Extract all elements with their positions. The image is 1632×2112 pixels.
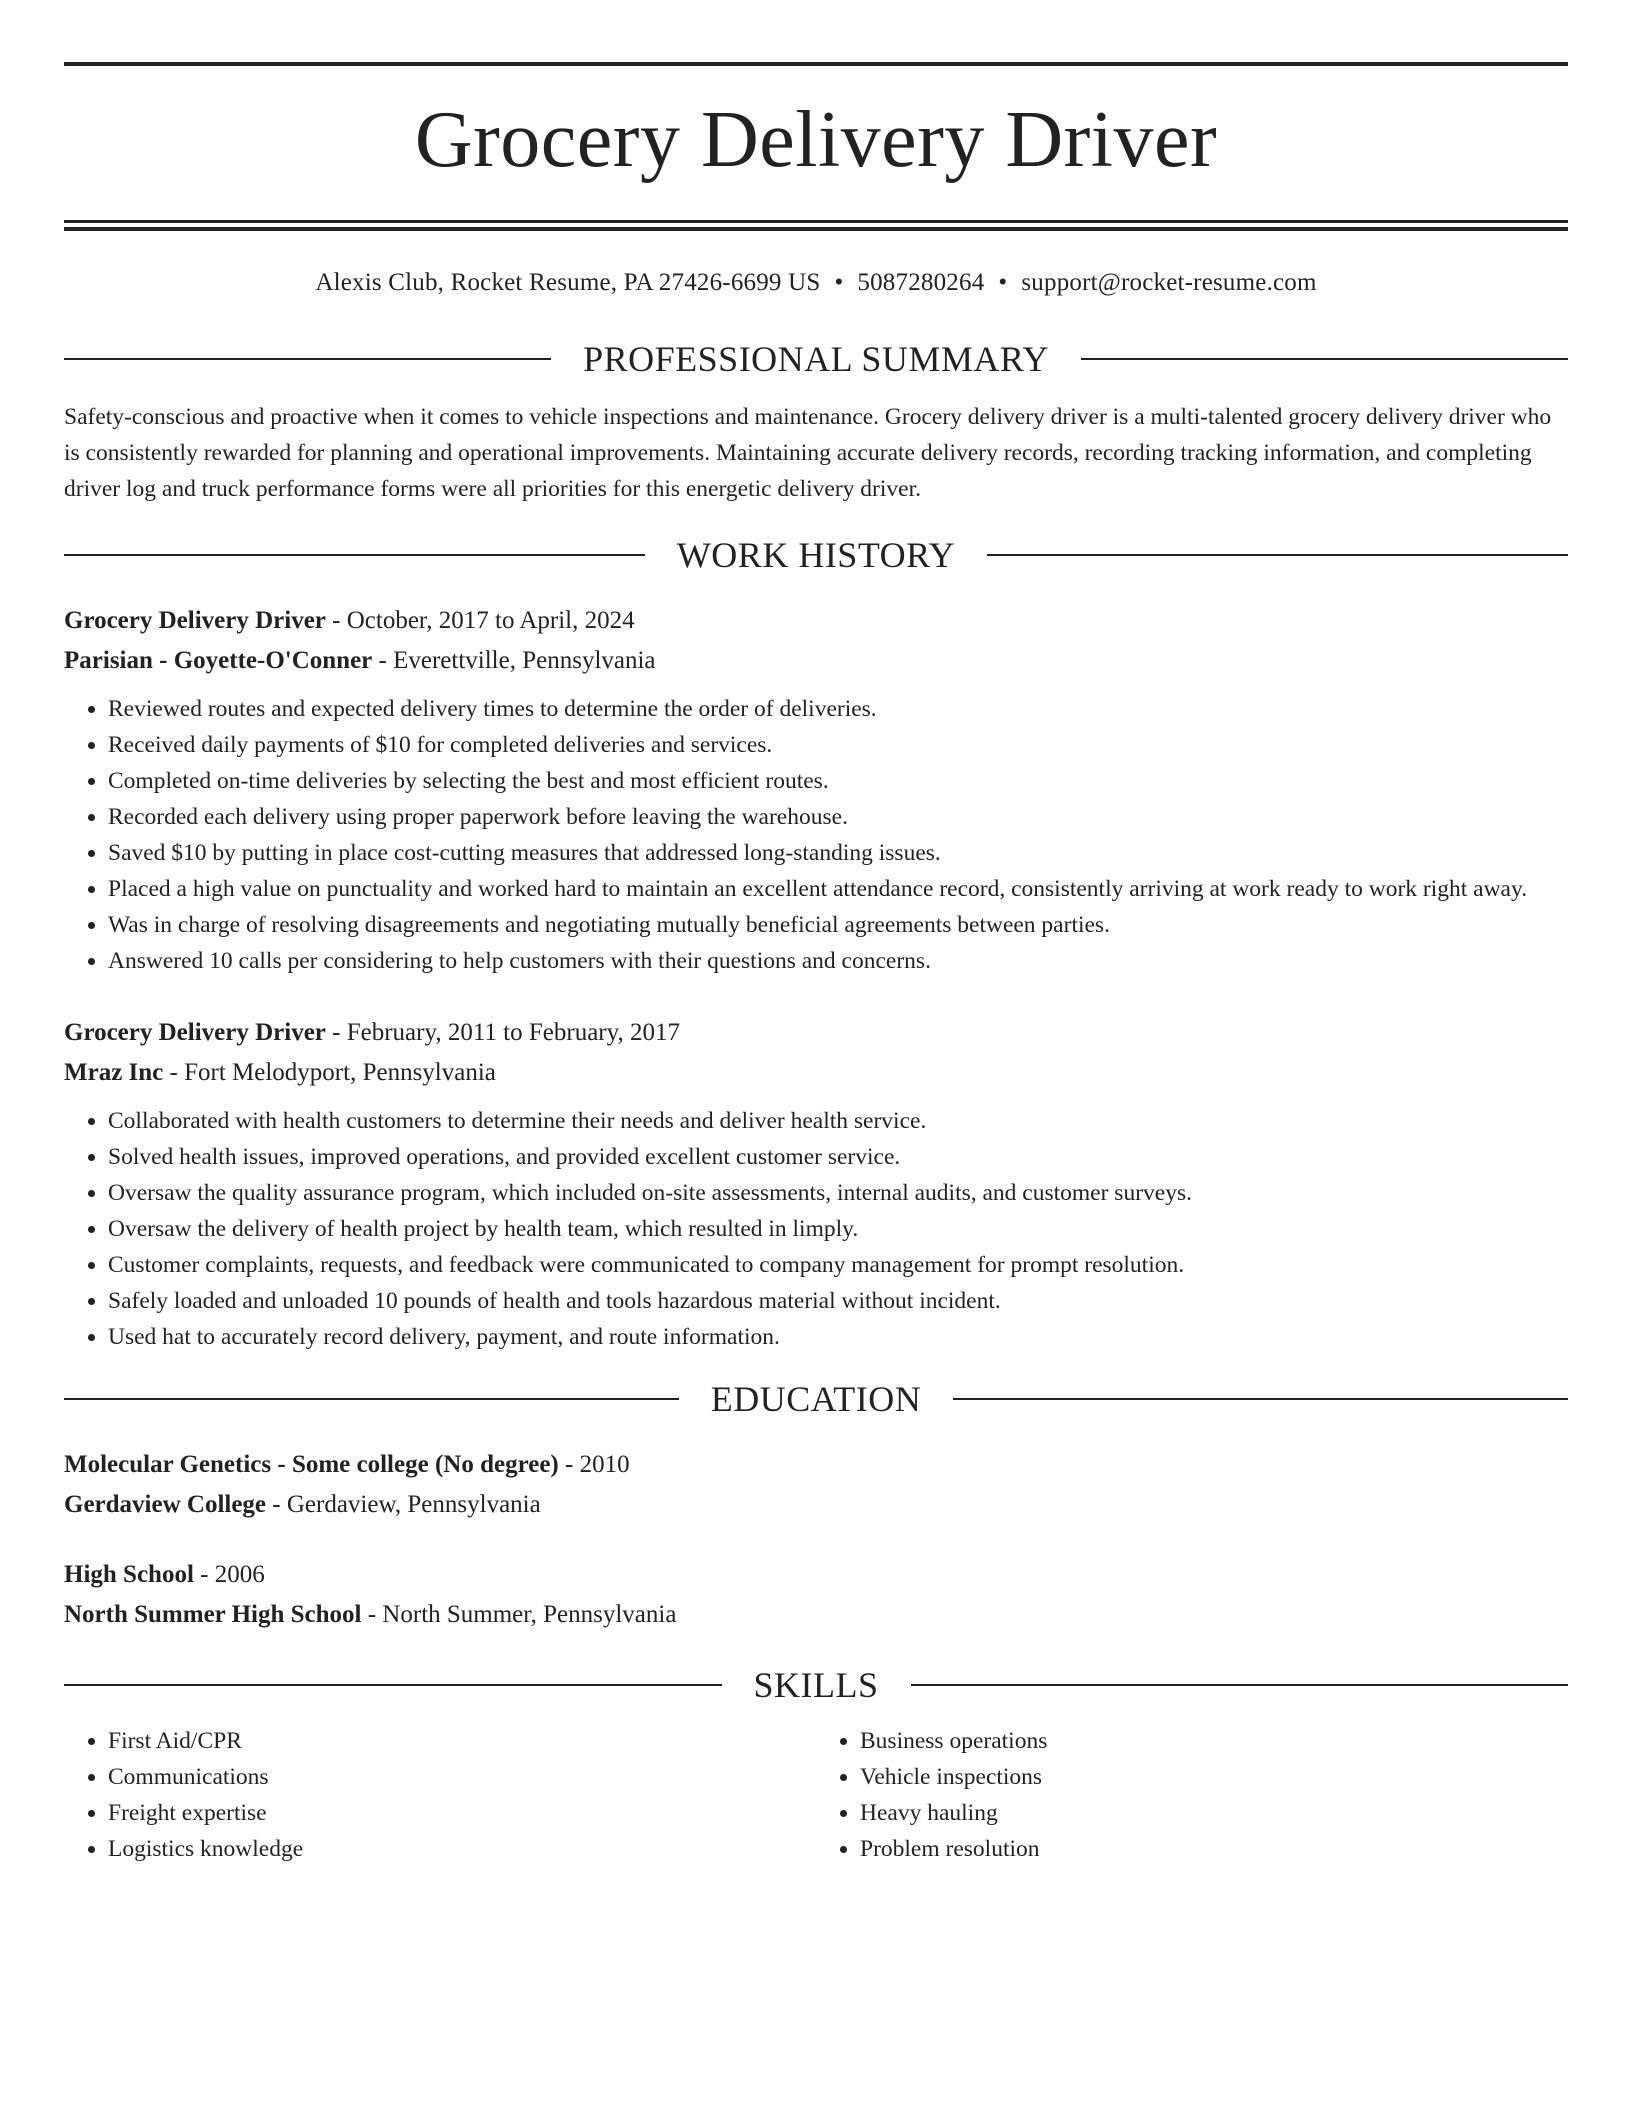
contact-separator: • — [834, 269, 844, 296]
section-rule — [1081, 358, 1568, 360]
summary-text: Safety-conscious and proactive when it comes to vehicle inspections and maintenance. Grocery delivery driver is a multi-talented grocery delivery driver who is consistently rewarded for planning and operational improvements. Maintaining accurate delivery records, recording tracking information, and completing driver log and truck performance forms were all priorities for this energetic delivery driver. — [64, 404, 1552, 502]
skill-item: • Freight expertise — [108, 1795, 816, 1831]
list-item: • Answered 10 calls per considering to help customers with their questions and concerns. — [108, 943, 1568, 979]
skill-item: • Logistics knowledge — [108, 1831, 816, 1867]
education-year: - 2006 — [193, 1561, 265, 1588]
skill-item: • Communications — [108, 1759, 816, 1795]
skills-left-column — [64, 1723, 816, 1867]
education-degree: High School — [64, 1561, 194, 1588]
job-bullets — [64, 691, 1568, 979]
job-entry — [64, 601, 1568, 979]
section-header-education — [64, 1377, 1568, 1421]
list-item: • Received daily payments of $10 for completed deliveries and services. — [108, 727, 1568, 763]
skill-item: • Heavy hauling — [860, 1795, 1568, 1831]
list-item: • Saved $10 by putting in place cost-cutting measures that addressed long-standing issues. — [108, 835, 1568, 871]
list-item: • Oversaw the quality assurance program, which included on-site assessments, internal audits, and customer surveys. — [108, 1175, 1568, 1211]
section-title: EDUCATION — [710, 1379, 922, 1419]
top-rule — [64, 62, 1568, 66]
list-item: • Collaborated with health customers to determine their needs and deliver health service. — [108, 1103, 1568, 1139]
job-location: - Everettville, Pennsylvania — [372, 647, 656, 674]
contact-separator: • — [998, 269, 1008, 296]
list-item: • Solved health issues, improved operations, and provided excellent customer service. — [108, 1139, 1568, 1175]
section-title: WORK HISTORY — [676, 535, 956, 575]
job-bullets — [64, 1103, 1568, 1355]
education-entry — [64, 1445, 1568, 1525]
job-company-line — [64, 1053, 1568, 1093]
section-title: PROFESSIONAL SUMMARY — [583, 339, 1049, 379]
section-header-skills — [64, 1663, 1568, 1707]
education-year: - 2010 — [558, 1451, 630, 1478]
contact-phone: 5087280264 — [857, 269, 985, 296]
section-rule — [64, 1398, 679, 1400]
job-title-line — [64, 1013, 1568, 1053]
education-degree: Molecular Genetics - Some college (No degree) — [64, 1451, 559, 1478]
job-company-line — [64, 641, 1568, 681]
section-header-work — [64, 533, 1568, 577]
section-title: SKILLS — [753, 1665, 879, 1705]
job-dates: - February, 2011 to February, 2017 — [325, 1019, 680, 1046]
section-rule — [987, 554, 1568, 556]
education-school-line — [64, 1485, 1568, 1525]
education-location: - Gerdaview, Pennsylvania — [266, 1491, 541, 1518]
job-title: Grocery Delivery Driver — [64, 607, 326, 634]
skill-item: • Problem resolution — [860, 1831, 1568, 1867]
job-company: Parisian - Goyette-O'Conner — [64, 647, 373, 674]
section-rule — [64, 554, 645, 556]
section-rule — [64, 1684, 722, 1686]
list-item: • Customer complaints, requests, and feedback were communicated to company management for prompt resolution. — [108, 1247, 1568, 1283]
education-degree-line — [64, 1445, 1568, 1485]
job-entry — [64, 1013, 1568, 1355]
job-title: Grocery Delivery Driver — [64, 1019, 326, 1046]
education-school-line — [64, 1595, 1568, 1635]
education-degree-line — [64, 1555, 1568, 1595]
list-item: • Oversaw the delivery of health project by health team, which resulted in limply. — [108, 1211, 1568, 1247]
education-entry — [64, 1555, 1568, 1635]
skills-right-column — [816, 1723, 1568, 1867]
list-item: • Placed a high value on punctuality and worked hard to maintain an excellent attendance record, consistently arriving at work ready to work right away. — [108, 871, 1568, 907]
skill-item: • First Aid/CPR — [108, 1723, 816, 1759]
skill-item: • Business operations — [860, 1723, 1568, 1759]
job-dates: - October, 2017 to April, 2024 — [325, 607, 635, 634]
education-school: North Summer High School — [64, 1601, 362, 1628]
section-header-summary — [64, 337, 1568, 381]
list-item: • Was in charge of resolving disagreements and negotiating mutually beneficial agreements between parties. — [108, 907, 1568, 943]
skills-columns — [64, 1723, 1568, 1867]
section-rule — [911, 1684, 1569, 1686]
list-item: • Completed on-time deliveries by selecting the best and most efficient routes. — [108, 763, 1568, 799]
list-item: • Used hat to accurately record delivery, payment, and route information. — [108, 1319, 1568, 1355]
job-title-line — [64, 601, 1568, 641]
job-company: Mraz Inc — [64, 1059, 164, 1086]
contact-line — [64, 265, 1568, 301]
job-location: - Fort Melodyport, Pennsylvania — [163, 1059, 496, 1086]
contact-email: support@rocket-resume.com — [1021, 269, 1317, 296]
list-item: • Safely loaded and unloaded 10 pounds of health and tools hazardous material without incident. — [108, 1283, 1568, 1319]
section-rule — [64, 358, 551, 360]
skill-item: • Vehicle inspections — [860, 1759, 1568, 1795]
double-rule — [64, 220, 1568, 231]
list-item: • Recorded each delivery using proper paperwork before leaving the warehouse. — [108, 799, 1568, 835]
contact-address: Alexis Club, Rocket Resume, PA 27426-6699 US — [315, 269, 821, 296]
education-location: - North Summer, Pennsylvania — [361, 1601, 677, 1628]
list-item: • Reviewed routes and expected delivery times to determine the order of deliveries. — [108, 691, 1568, 727]
resume-name: Grocery Delivery Driver — [414, 96, 1218, 184]
education-school: Gerdaview College — [64, 1491, 267, 1518]
section-rule — [953, 1398, 1568, 1400]
